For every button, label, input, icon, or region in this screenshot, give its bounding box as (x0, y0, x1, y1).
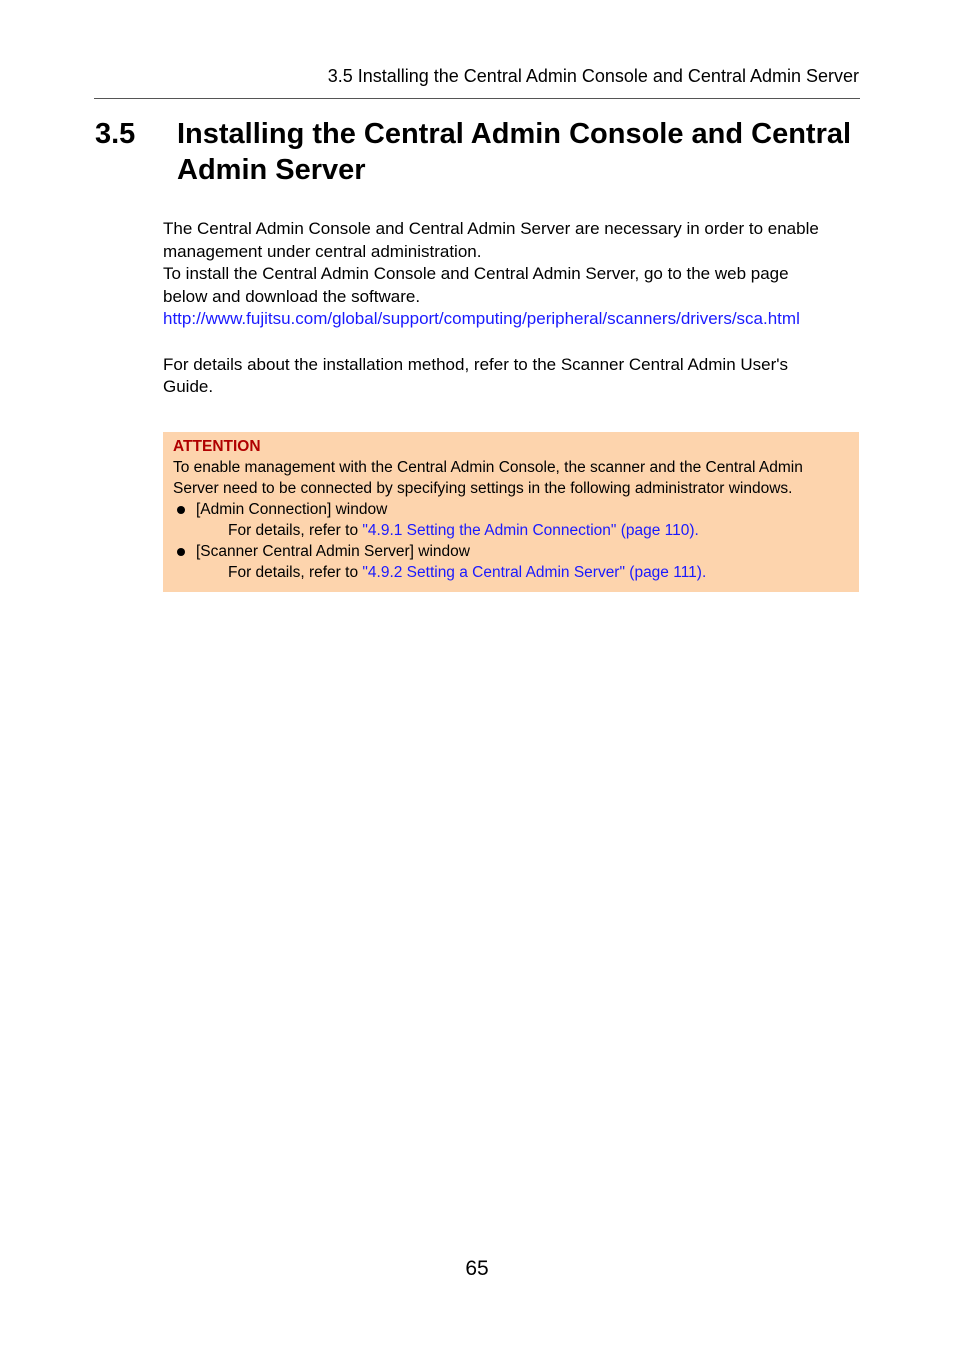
bullet-item-central-admin-server (173, 541, 849, 562)
bullet-label: [Admin Connection] window (196, 501, 388, 518)
admin-connection-ref-link[interactable]: "4.9.1 Setting the Admin Connection" (page 110) (362, 522, 695, 539)
attention-text-line: To enable management with the Central Admin Console, the scanner and the Central Admin (173, 459, 803, 476)
reference-suffix: . (694, 522, 699, 539)
attention-text-line: Server need to be connected by specifying settings in the following administrator windows. (173, 480, 793, 497)
reference-prefix: For details, refer to (228, 522, 363, 539)
body-text-line: Guide. (163, 377, 214, 397)
header-divider (94, 98, 860, 99)
reference-suffix: . (701, 564, 707, 581)
reference-prefix: For details, refer to (228, 564, 363, 581)
reference-line (173, 520, 849, 541)
running-header: 3.5 Installing the Central Admin Console and Central Admin Server (327, 66, 859, 86)
page-number: 65 (465, 1257, 489, 1280)
body-text-line: To install the Central Admin Console and Central Admin Server, go to the web page (163, 264, 789, 284)
body-text-line: below and download the software. (163, 286, 421, 306)
download-link[interactable]: http://www.fujitsu.com/global/support/computing/peripheral/scanners/drivers/sca.html (163, 309, 800, 329)
body-text-line: The Central Admin Console and Central Admin Server are necessary in order to enable (163, 219, 819, 238)
body-text-line: For details about the installation method, refer to the Scanner Central Admin User's (163, 354, 789, 374)
paragraph-spacer (163, 331, 863, 354)
bullet-icon (177, 548, 185, 556)
bullet-item-admin-connection (173, 499, 849, 520)
section-number: 3.5 (95, 118, 136, 150)
attention-box (163, 432, 859, 592)
reference-line (173, 562, 849, 583)
central-admin-server-ref-link[interactable]: "4.9.2 Setting a Central Admin Server" (page 111) (362, 564, 702, 581)
body-text-line: management under central administration. (163, 241, 482, 261)
body-content (163, 218, 863, 399)
bullet-icon (177, 506, 185, 514)
section-title: Installing the Central Admin Console and Central Admin Server (177, 118, 852, 186)
bullet-label: [Scanner Central Admin Server] window (196, 543, 470, 560)
attention-title: ATTENTION (173, 438, 261, 455)
